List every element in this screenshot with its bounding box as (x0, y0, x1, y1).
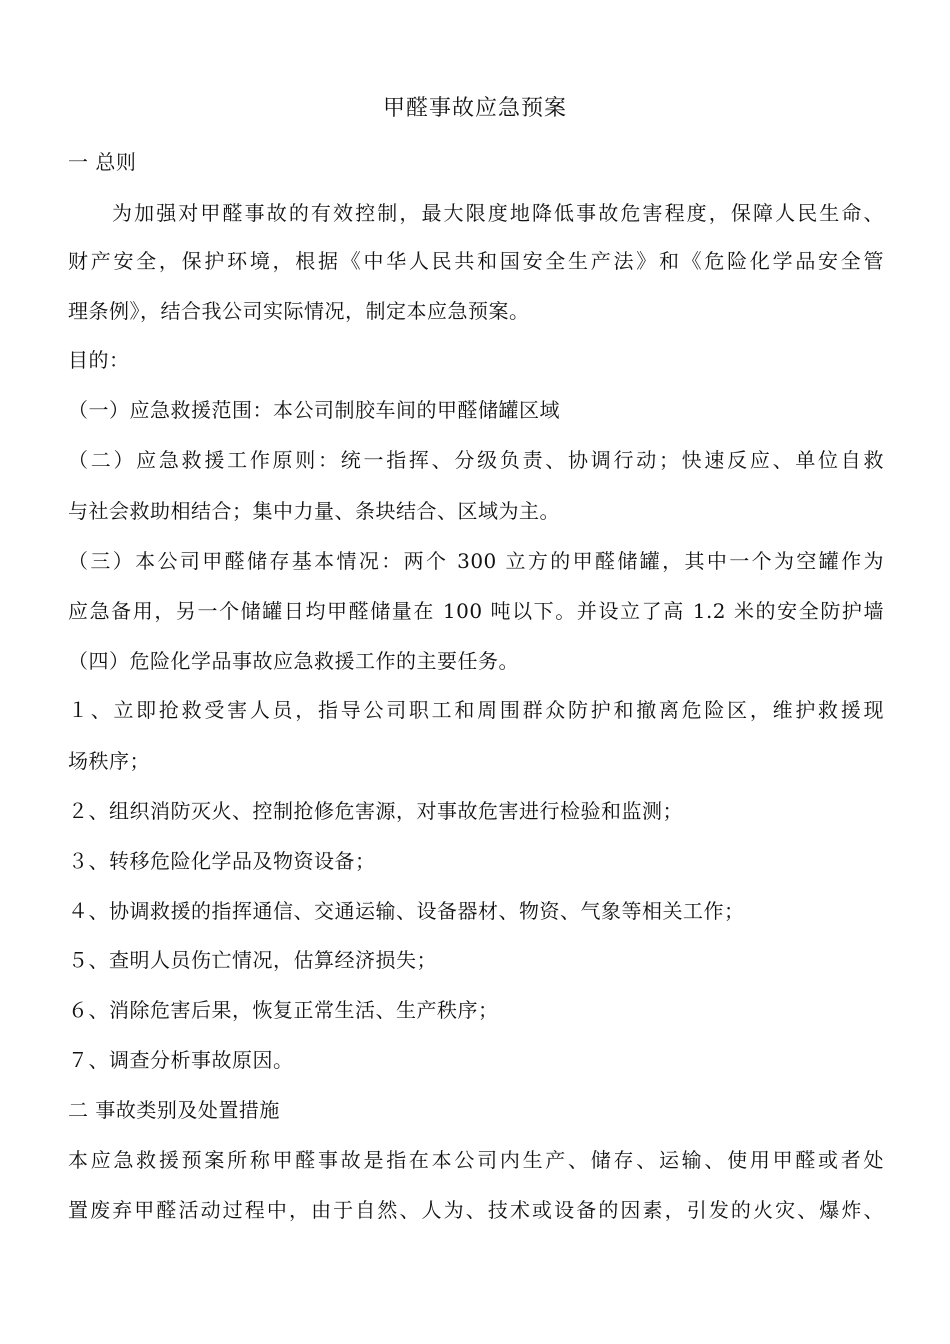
task-item: ３、转移危险化学品及物资设备； (68, 849, 376, 873)
list-item: （四）危险化学品事故应急救援工作的主要任务。 (68, 649, 519, 673)
paragraph-line: 置废弃甲醛活动过程中，由于自然、人为、技术或设备的因素，引发的火灾、爆炸、 (68, 1198, 884, 1222)
list-item-continuation: 与社会救助相结合；集中力量、条块结合、区域为主。 (68, 499, 560, 523)
paragraph-line: 理条例》，结合我公司实际情况，制定本应急预案。 (68, 299, 530, 323)
list-item: （二）应急救援工作原则：统一指挥、分级负责、协调行动；快速反应、单位自救 (68, 448, 884, 472)
section-heading-accident-types: 二 事故类别及处置措施 (68, 1098, 280, 1122)
list-item: （一）应急救援范围：本公司制胶车间的甲醛储罐区域 (68, 398, 560, 422)
task-item: ２、组织消防灭火、控制抢修危害源，对事故危害进行检验和监测； (68, 799, 683, 823)
task-item: １、立即抢救受害人员，指导公司职工和周围群众防护和撤离危险区，维护救援现 (68, 698, 884, 722)
paragraph-line: 为加强对甲醛事故的有效控制，最大限度地降低事故危害程度，保障人民生命、 (112, 201, 884, 225)
task-item: ６、消除危害后果，恢复正常生活、生产秩序； (68, 998, 499, 1022)
task-item: ５、查明人员伤亡情况，估算经济损失； (68, 948, 437, 972)
list-item: （三）本公司甲醛储存基本情况：两个 300 立方的甲醛储罐，其中一个为空罐作为 (68, 549, 884, 573)
document-title: 甲醛事故应急预案 (382, 96, 567, 121)
section-heading-general: 一 总则 (68, 150, 137, 174)
purpose-label: 目的： (68, 348, 130, 372)
paragraph-line: 财产安全，保护环境，根据《中华人民共和国安全生产法》和《危险化学品安全管 (68, 249, 884, 273)
task-item: ７、调查分析事故原因。 (68, 1048, 294, 1072)
task-item: ４、协调救援的指挥通信、交通运输、设备器材、物资、气象等相关工作； (68, 899, 745, 923)
paragraph-line: 本应急救援预案所称甲醛事故是指在本公司内生产、储存、运输、使用甲醛或者处 (68, 1148, 884, 1172)
list-item-continuation: 应急备用，另一个储罐日均甲醛储量在 100 吨以下。并设立了高 1.2 米的安全防护墙 (68, 599, 884, 623)
task-item-continuation: 场秩序； (68, 749, 150, 773)
